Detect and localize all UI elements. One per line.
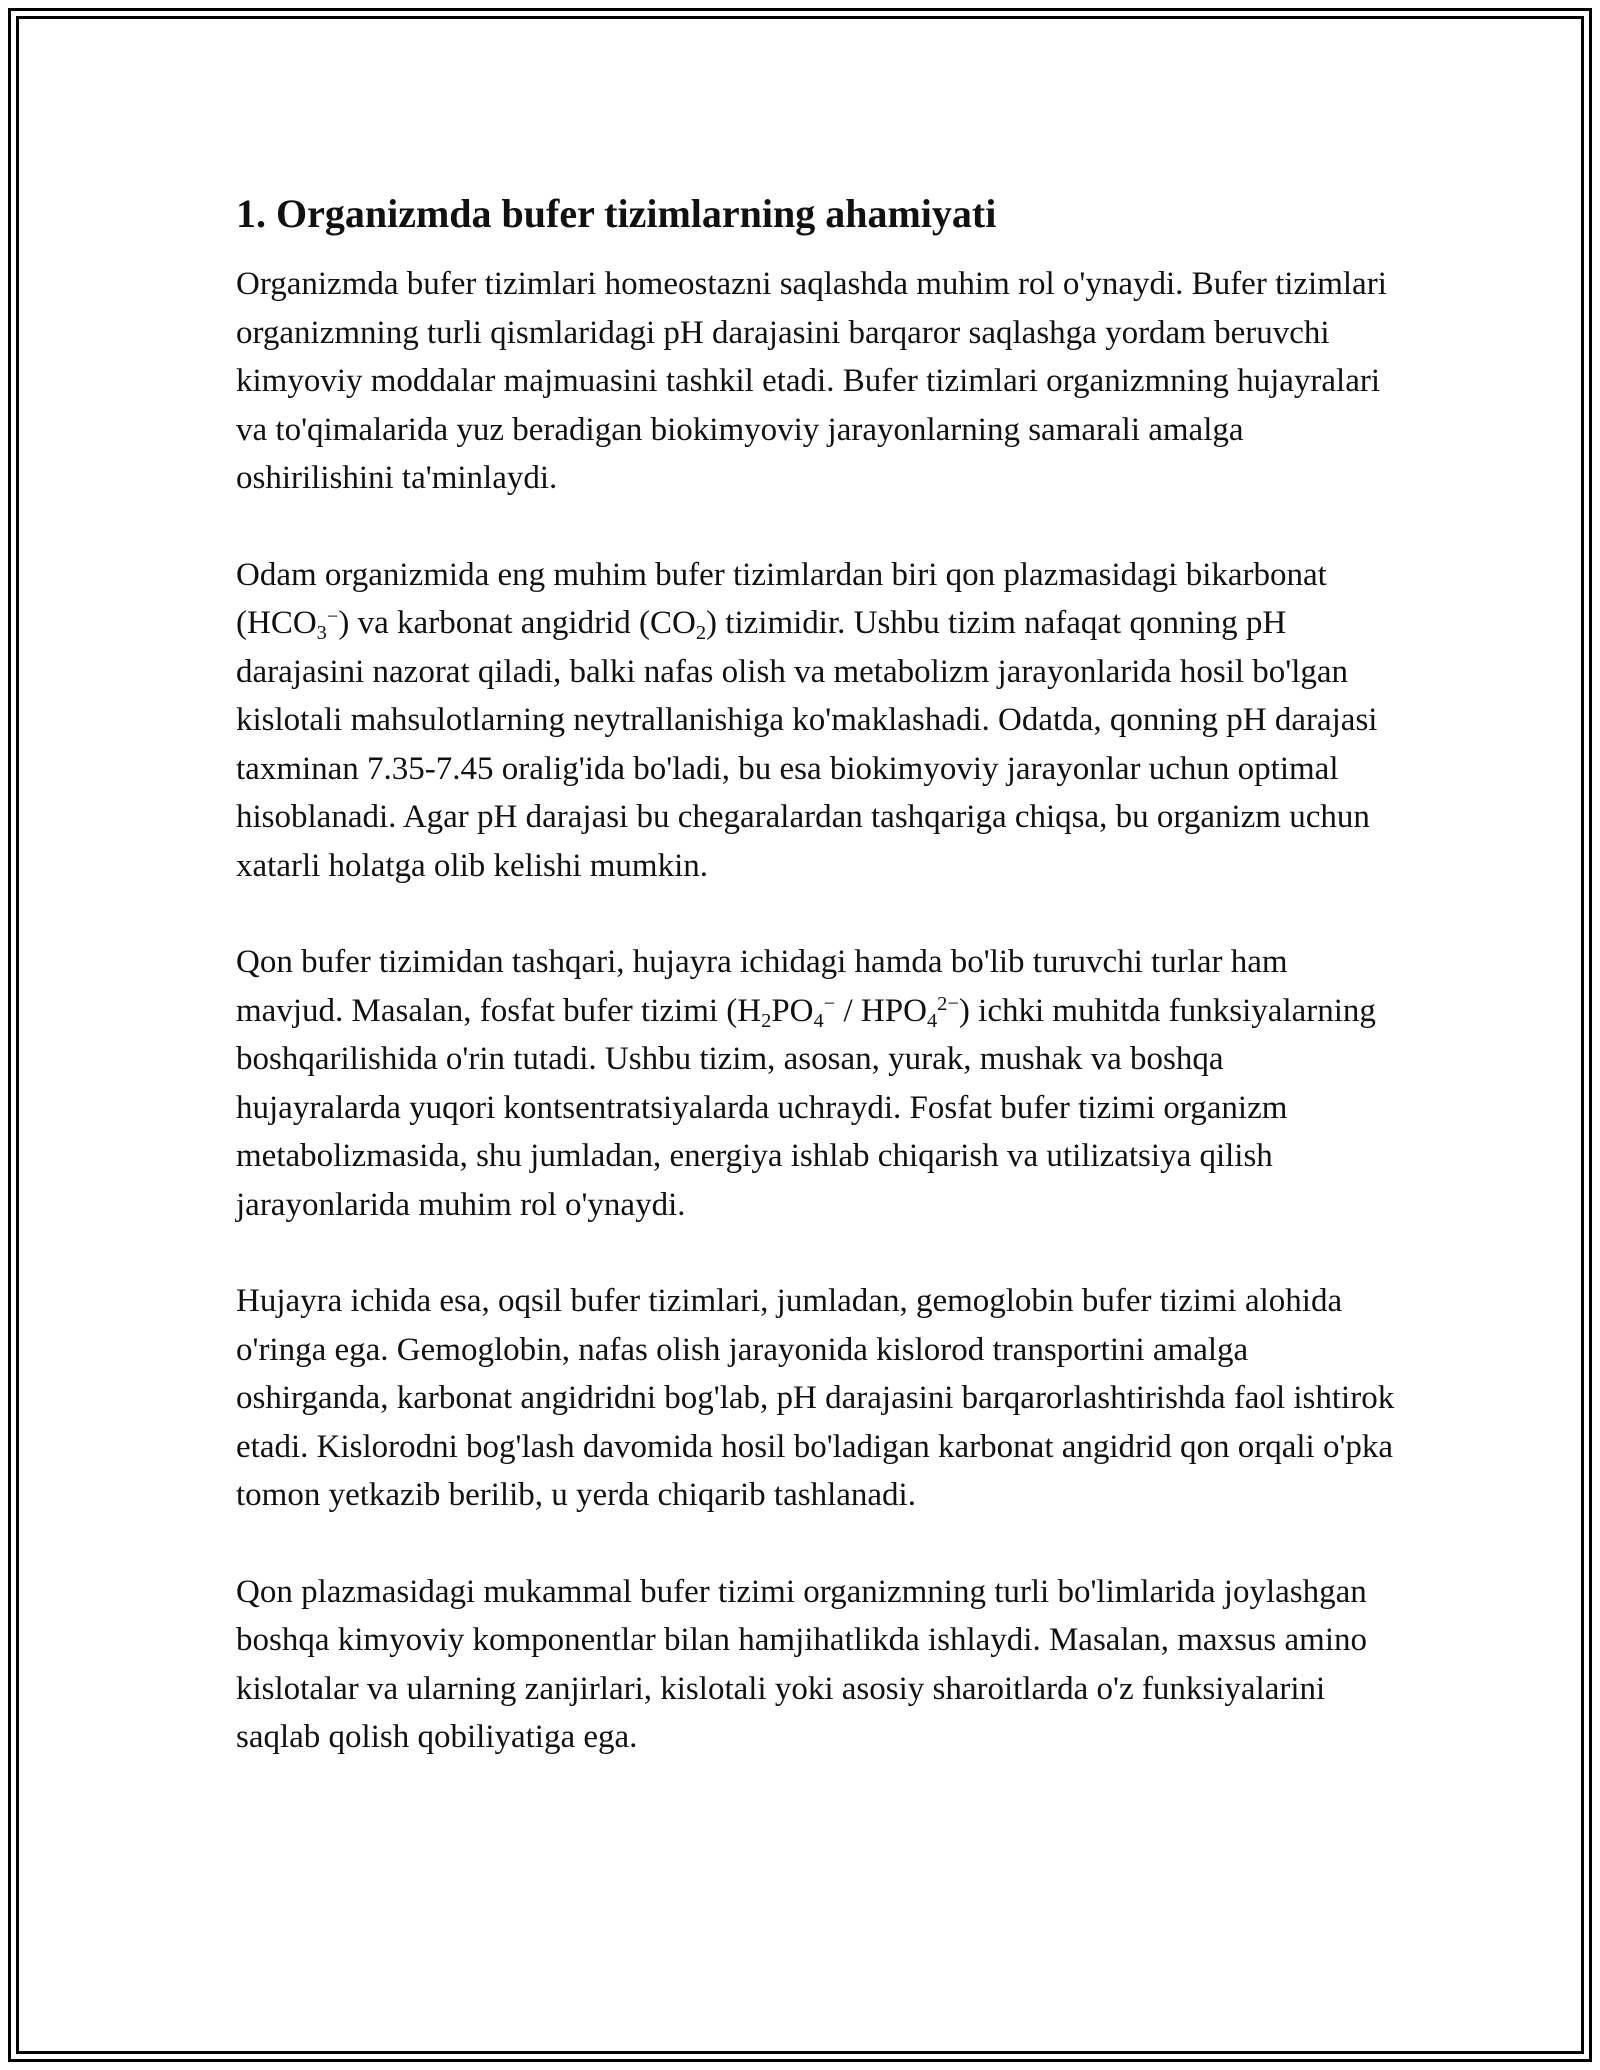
- paragraph-2: [236, 551, 1396, 891]
- subscript-2: 2: [695, 622, 707, 645]
- paragraph-3-text-2: PO: [771, 992, 814, 1029]
- section-heading: 1. Organizmda bufer tizimlarning ahamiyati: [236, 191, 997, 236]
- paragraph-2-text-1: Odam organizmida eng muhim bufer tizimlardan biri qon plazmasidagi bikarbonat (HCO: [236, 556, 1327, 641]
- subscript-hpo4: 4: [926, 1009, 938, 1032]
- paragraph-1: Organizmda bufer tizimlari homeostazni saqlashda muhim rol o'ynaydi. Bufer tizimlari organizmning turli qismlaridagi pH darajasini barqaror saqlashga yordam beruvchi kimyoviy moddalar majmuasini tashkil etadi. Bufer tizimlari organizmning hujayralari va to'qimalarida yuz beradigan biokimyoviy jarayonlarning samarali amalga oshirilishini ta'minlaydi.: [236, 266, 1387, 496]
- superscript-2minus: 2−: [937, 993, 959, 1016]
- paragraph-3: [236, 938, 1396, 1229]
- superscript-minus: −: [326, 605, 339, 628]
- paragraph-2-text-2: ) va karbonat angidrid (CO: [338, 605, 696, 641]
- paragraph-2-text-3: ) tizimidir. Ushbu tizim nafaqat qonning pH darajasini nazorat qiladi, balki nafas olish va metabolizm jarayonlarida hosil bo'lgan kislotali mahsulotlarning neytrallanishiga ko'maklashadi. Odatda, qonning pH darajasi taxminan 7.35-7.45 oralig'ida bo'ladi, bu esa biokimyoviy jarayonlar uchun optimal hisoblanadi. Agar pH darajasi bu chegaralardan tashqariga chiqsa, bu organizm uchun xatarli holatga olib kelishi mumkin.: [236, 605, 1378, 884]
- subscript-po4: 4: [813, 1009, 824, 1032]
- subscript-h2: 2: [761, 1009, 772, 1032]
- paragraph-3-text-4: ) ichki muhitda funksiyalarning boshqarilishida o'rin tutadi. Ushbu tizim, asosan, yurak, mushak va boshqa hujayralarda yuqori kontsentratsiyalarda uchraydi. Fosfat bufer tizimi organizm metabolizmasida, shu jumladan, energiya ishlab chiqarish va utilizatsiya qilish jarayonlarida muhim rol o'ynaydi.: [236, 992, 1376, 1223]
- superscript-minus: −: [823, 993, 836, 1016]
- subscript-3: 3: [316, 622, 327, 645]
- document-body: [236, 178, 1396, 1810]
- paragraph-3-text-1: Qon bufer tizimidan tashqari, hujayra ichidagi hamda bo'lib turuvchi turlar ham mavjud. Masalan, fosfat bufer tizimi (H: [236, 944, 1288, 1029]
- paragraph-4: Hujayra ichida esa, oqsil bufer tizimlari, jumladan, gemoglobin bufer tizimi alohida o'ringa ega. Gemoglobin, nafas olish jarayonida kislorod transportini amalga oshirganda, karbonat angidridni bog'lab, pH darajasini barqarorlashtirishda faol ishtirok etadi. Kislorodni bog'lash davomida hosil bo'ladigan karbonat angidrid qon orqali o'pka tomon yetkazib berilib, u yerda chiqarib tashlanadi.: [236, 1283, 1395, 1513]
- paragraph-3-text-3: / HPO: [835, 992, 927, 1029]
- paragraph-5: Qon plazmasidagi mukammal bufer tizimi organizmning turli bo'limlarida joylashgan boshqa kimyoviy komponentlar bilan hamjihatlikda ishlaydi. Masalan, maxsus amino kislotalar va ularning zanjirlari, kislotali yoki asosiy sharoitlarda o'z funksiyalarini saqlab qolish qobiliyatiga ega.: [236, 1573, 1367, 1755]
